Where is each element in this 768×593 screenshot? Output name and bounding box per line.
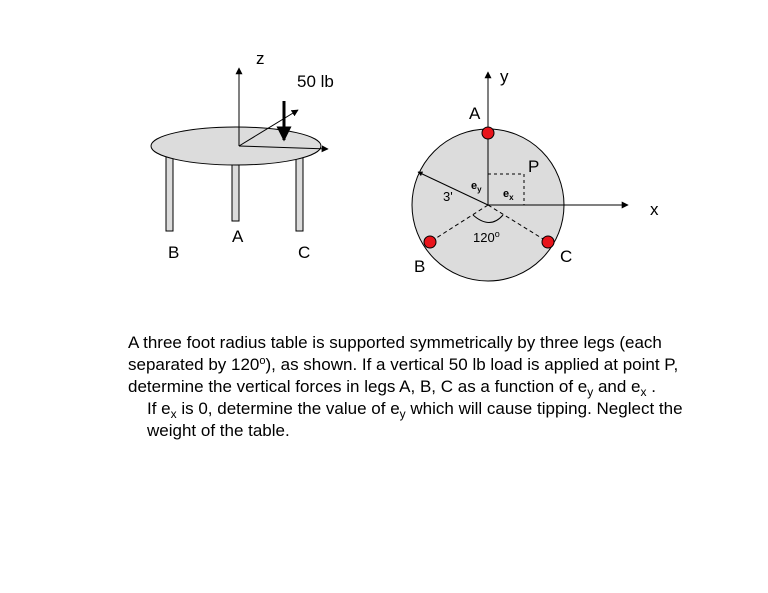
point-p-label: P — [528, 157, 540, 176]
leg-b-3d — [166, 156, 173, 231]
problem-paragraph-2: If $e_x$ is 0, determine the value of $e_y$ which will cause tipping. Neglect the weight of the table. — [147, 399, 683, 440]
angle-value: 120 — [473, 230, 495, 245]
table-top — [151, 127, 321, 165]
leg-a-label: A — [469, 104, 481, 123]
ey-main: e — [471, 180, 478, 192]
leg-b-label: B — [414, 257, 426, 276]
leg-a-marker — [482, 127, 494, 139]
axis-z-label: z — [256, 49, 265, 68]
leg-c-label-3d: C — [298, 243, 311, 262]
problem-statement — [128, 332, 728, 442]
ey-sub: y — [477, 185, 482, 194]
radius-label: 3' — [443, 189, 453, 204]
problem-paragraph-1: A three foot radius table is supported symmetrically by three legs (each separated by 120$^o$), as shown. If a vertical 50 lb load is applied at point P, determine the vertical forces in legs A, B, C as a function of $e_y$ and $e_x$ . — [128, 333, 679, 399]
leg-a-3d — [232, 161, 239, 221]
axis-y-label: y — [500, 67, 509, 86]
load-label: 50 lb — [297, 72, 334, 91]
leg-a-label-3d: A — [232, 227, 244, 246]
perspective-table — [151, 49, 334, 262]
leg-b-label-3d: B — [168, 243, 180, 262]
angle-degree: o — [494, 229, 500, 239]
leg-c-marker — [542, 236, 554, 248]
leg-c-3d — [296, 156, 303, 231]
axis-x-label: x — [650, 200, 659, 219]
leg-b-marker — [424, 236, 436, 248]
ex-main: e — [503, 188, 510, 200]
ex-sub: x — [509, 193, 514, 202]
leg-c-label: C — [560, 247, 573, 266]
top-view-table — [412, 67, 659, 281]
